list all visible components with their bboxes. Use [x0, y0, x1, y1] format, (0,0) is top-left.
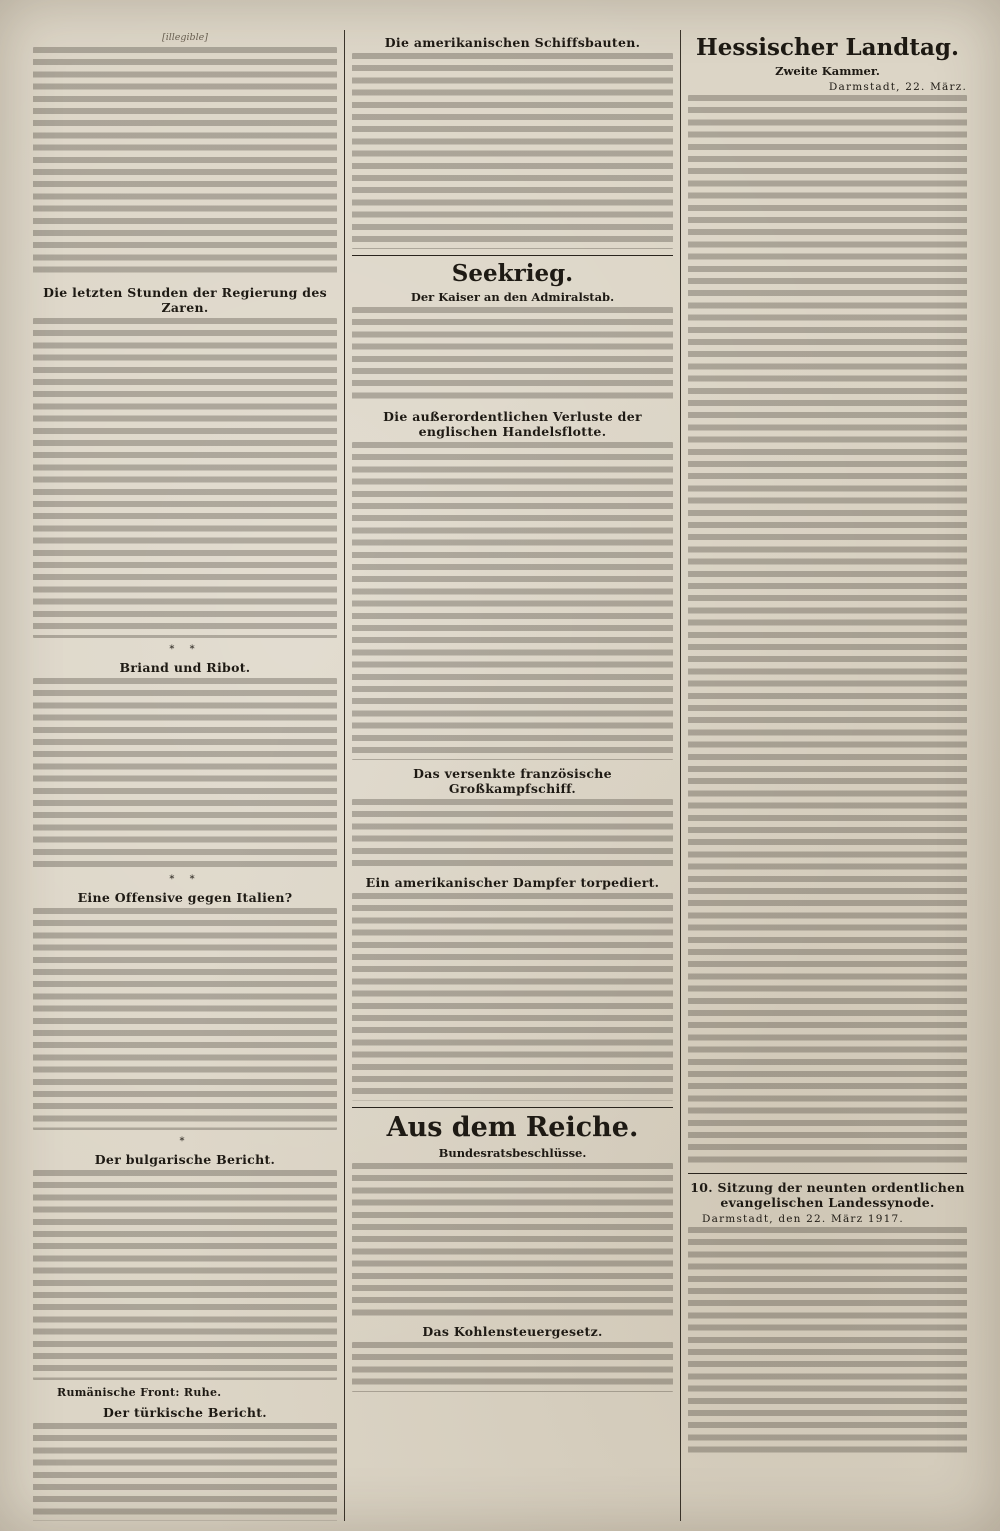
article-body [352, 893, 673, 1101]
article-body [688, 1227, 967, 1455]
article-landtag [688, 36, 967, 1167]
article-zar [33, 285, 337, 638]
article-heading: Eine Offensive gegen Italien? [77, 889, 293, 905]
article-seekrieg [352, 262, 673, 403]
section-rule [688, 1173, 967, 1174]
section-divider: * * [169, 873, 201, 885]
article-lead [33, 32, 337, 279]
article-turk [33, 1405, 337, 1521]
dateline: Darmstadt, 22. März. [828, 81, 967, 94]
column-right [680, 30, 974, 1521]
article-dampfer [352, 875, 673, 1101]
article-heading: Die amerikanischen Schiffsbauten. [384, 35, 641, 50]
article-kohlen [352, 1324, 673, 1392]
section-divider: * * [169, 643, 201, 655]
article-heading: Die außerordentlichen Verluste der englischen Handelsflotte. [383, 409, 642, 440]
article-body [352, 1163, 673, 1318]
article-body [352, 307, 673, 403]
article-heading: 10. Sitzung der neunten ordentlichen evangelischen Landessynode. [690, 1180, 965, 1211]
article-body [33, 47, 337, 279]
article-body [352, 53, 673, 249]
article-briand [33, 660, 337, 868]
article-heading: Ein amerikanischer Dampfer torpediert. [365, 875, 660, 891]
article-heading: Das versenkte französische Großkampfschiff. [413, 766, 612, 797]
section-heading: Aus dem Reiche. [386, 1112, 639, 1144]
article-body [352, 442, 673, 760]
section-heading: Seekrieg. [451, 260, 574, 287]
column-middle [344, 30, 680, 1521]
article-grosskampf [352, 766, 673, 869]
article-body [33, 1170, 337, 1380]
article-heading: Briand und Ribot. [119, 659, 251, 675]
article-heading: Der türkische Bericht. [103, 1404, 267, 1420]
article-body [352, 799, 673, 869]
article-heading: Der bulgarische Bericht. [94, 1151, 276, 1167]
section-divider: * [179, 1135, 191, 1147]
column-left [26, 30, 344, 1521]
section-rule [352, 255, 673, 256]
article-schiffsbau [352, 35, 673, 249]
section-heading: Hessischer Landtag. [696, 34, 959, 61]
section-rule [352, 1107, 673, 1108]
article-body [33, 908, 337, 1130]
article-heading: Das Kohlensteuergesetz. [422, 1324, 603, 1340]
article-reiche [352, 1114, 673, 1318]
article-synode [688, 1180, 967, 1455]
article-subheading: Zweite Kammer. [775, 64, 880, 79]
article-heading: Der Kaiser an den Admiralstab. [410, 290, 615, 305]
article-heading: Die letzten Stunden der Regierung des Zaren. [43, 284, 327, 315]
article-italien [33, 890, 337, 1130]
article-body [33, 1423, 337, 1521]
article-body [352, 1342, 673, 1392]
article-subheading: Rumänische Front: Ruhe. [57, 1385, 222, 1399]
article-verluste [352, 409, 673, 760]
illegible-note: [illegible] [161, 32, 208, 43]
article-body [33, 678, 337, 868]
dateline: Darmstadt, den 22. März 1917. [702, 1213, 904, 1226]
article-body [33, 318, 337, 638]
article-bulgar [33, 1152, 337, 1399]
article-body [688, 95, 967, 1167]
article-heading: Bundesratsbeschlüsse. [438, 1146, 587, 1161]
